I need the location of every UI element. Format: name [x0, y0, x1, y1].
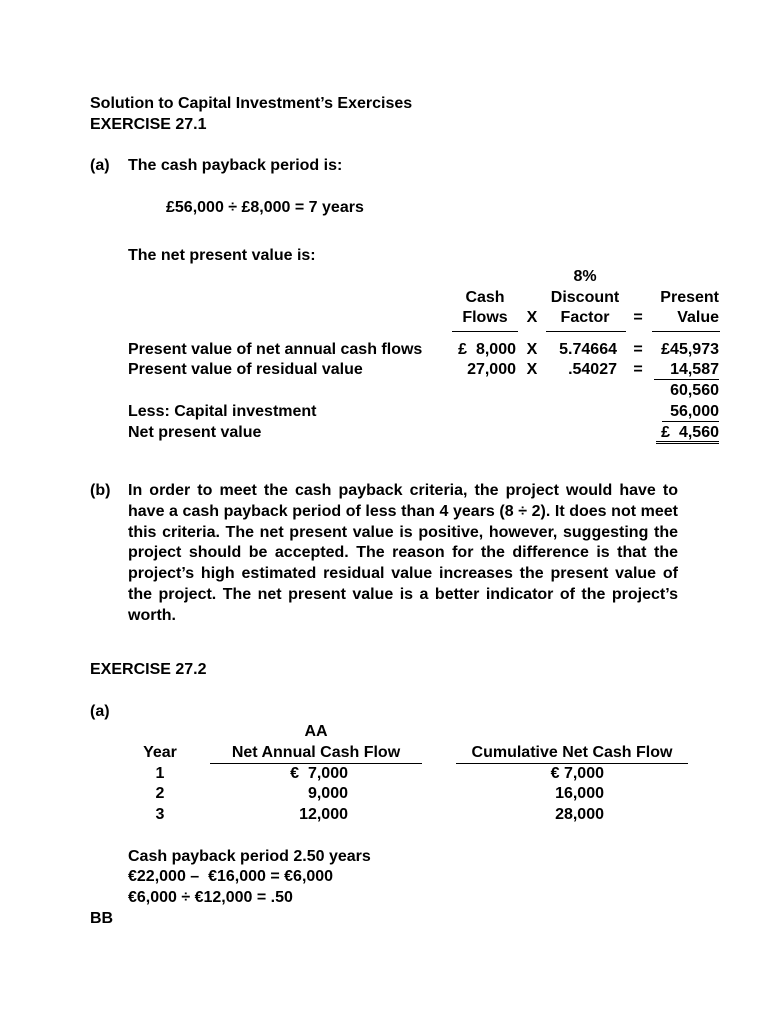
row-pv-residual: 14,587 — [670, 361, 719, 378]
payback-calc-1: €22,000 – €16,000 = €6,000 — [128, 868, 334, 885]
header-rule-cash — [452, 331, 518, 332]
page-title: Solution to Capital Investment’s Exercises — [90, 95, 413, 112]
col-header-value: Value — [677, 309, 719, 326]
row-cash-residual: 27,000 — [467, 361, 516, 378]
col-header-present: Present — [660, 289, 719, 306]
row-cash-annual: £ 8,000 — [458, 341, 516, 358]
col-header-net-annual: Net Annual Cash Flow — [231, 744, 401, 761]
year-cell: 2 — [155, 785, 165, 802]
col-header-x: X — [526, 309, 538, 326]
npv-label: Net present value — [128, 424, 262, 441]
header-rule-factor — [546, 331, 626, 332]
col-header-cash: Cash — [465, 289, 505, 306]
section-bb-label: BB — [90, 910, 114, 927]
header-rule-value — [652, 331, 720, 332]
row-label-annual: Present value of net annual cash flows — [128, 341, 423, 358]
part-b-label: (b) — [90, 482, 111, 499]
part-a-label: (a) — [90, 157, 110, 174]
row-factor-annual: 5.74664 — [559, 341, 617, 358]
cumulative-cell: € 7,000 — [550, 765, 604, 782]
col-header-discount: Discount — [550, 289, 620, 306]
part-a-text: The cash payback period is: — [128, 157, 343, 174]
cumulative-cell: 28,000 — [555, 806, 604, 823]
row-pv-annual: £45,973 — [661, 341, 719, 358]
row-eq-annual: = — [633, 341, 643, 358]
col-header-flows: Flows — [462, 309, 508, 326]
col-header-year: Year — [143, 744, 177, 761]
exercise-heading-27-1: EXERCISE 27.1 — [90, 116, 207, 133]
row-x-residual: X — [526, 361, 538, 378]
npv-intro: The net present value is: — [128, 247, 316, 264]
year-cell: 1 — [155, 765, 165, 782]
row-x-annual: X — [526, 341, 538, 358]
col-header-factor: Factor — [560, 309, 610, 326]
col-header-equals: = — [633, 309, 643, 326]
payback-calculation: £56,000 ÷ £8,000 = 7 years — [166, 199, 364, 216]
year-cell: 3 — [155, 806, 165, 823]
payback-calc-2: €6,000 ÷ €12,000 = .50 — [128, 889, 293, 906]
row-label-residual: Present value of residual value — [128, 361, 363, 378]
exercise-heading-27-2: EXERCISE 27.2 — [90, 661, 207, 678]
residual-underline — [654, 379, 719, 380]
net-cell: 9,000 — [307, 785, 348, 802]
npv-double-underline — [656, 441, 719, 444]
row-eq-residual: = — [633, 361, 643, 378]
npv-value: £ 4,560 — [661, 424, 719, 441]
capital-underline — [662, 421, 719, 422]
col-header-aa: AA — [304, 723, 328, 740]
row-factor-residual: .54027 — [568, 361, 617, 378]
subtotal-value: 60,560 — [670, 382, 719, 399]
payback-result: Cash payback period 2.50 years — [128, 848, 371, 865]
part-b-text: In order to meet the cash payback criteria, the project would have to have a cash payback period of less than 4 years (8 ÷ 2). It does not meet this criteria. The net present value is positive, however, suggesting the project should be accepted. The reason for the difference is that the project’s high estimated residual value increases the present value of the project. The net present value is a better indicator of the project’s worth. — [128, 482, 678, 624]
cumulative-cell: 16,000 — [555, 785, 604, 802]
col-header-rate: 8% — [573, 268, 597, 285]
less-capital-label: Less: Capital investment — [128, 403, 317, 420]
ex2-part-a-label: (a) — [90, 703, 110, 720]
col-header-cumulative: Cumulative Net Cash Flow — [471, 744, 673, 761]
net-cell: 12,000 — [299, 806, 348, 823]
net-cell: € 7,000 — [290, 765, 348, 782]
less-capital-value: 56,000 — [670, 403, 719, 420]
